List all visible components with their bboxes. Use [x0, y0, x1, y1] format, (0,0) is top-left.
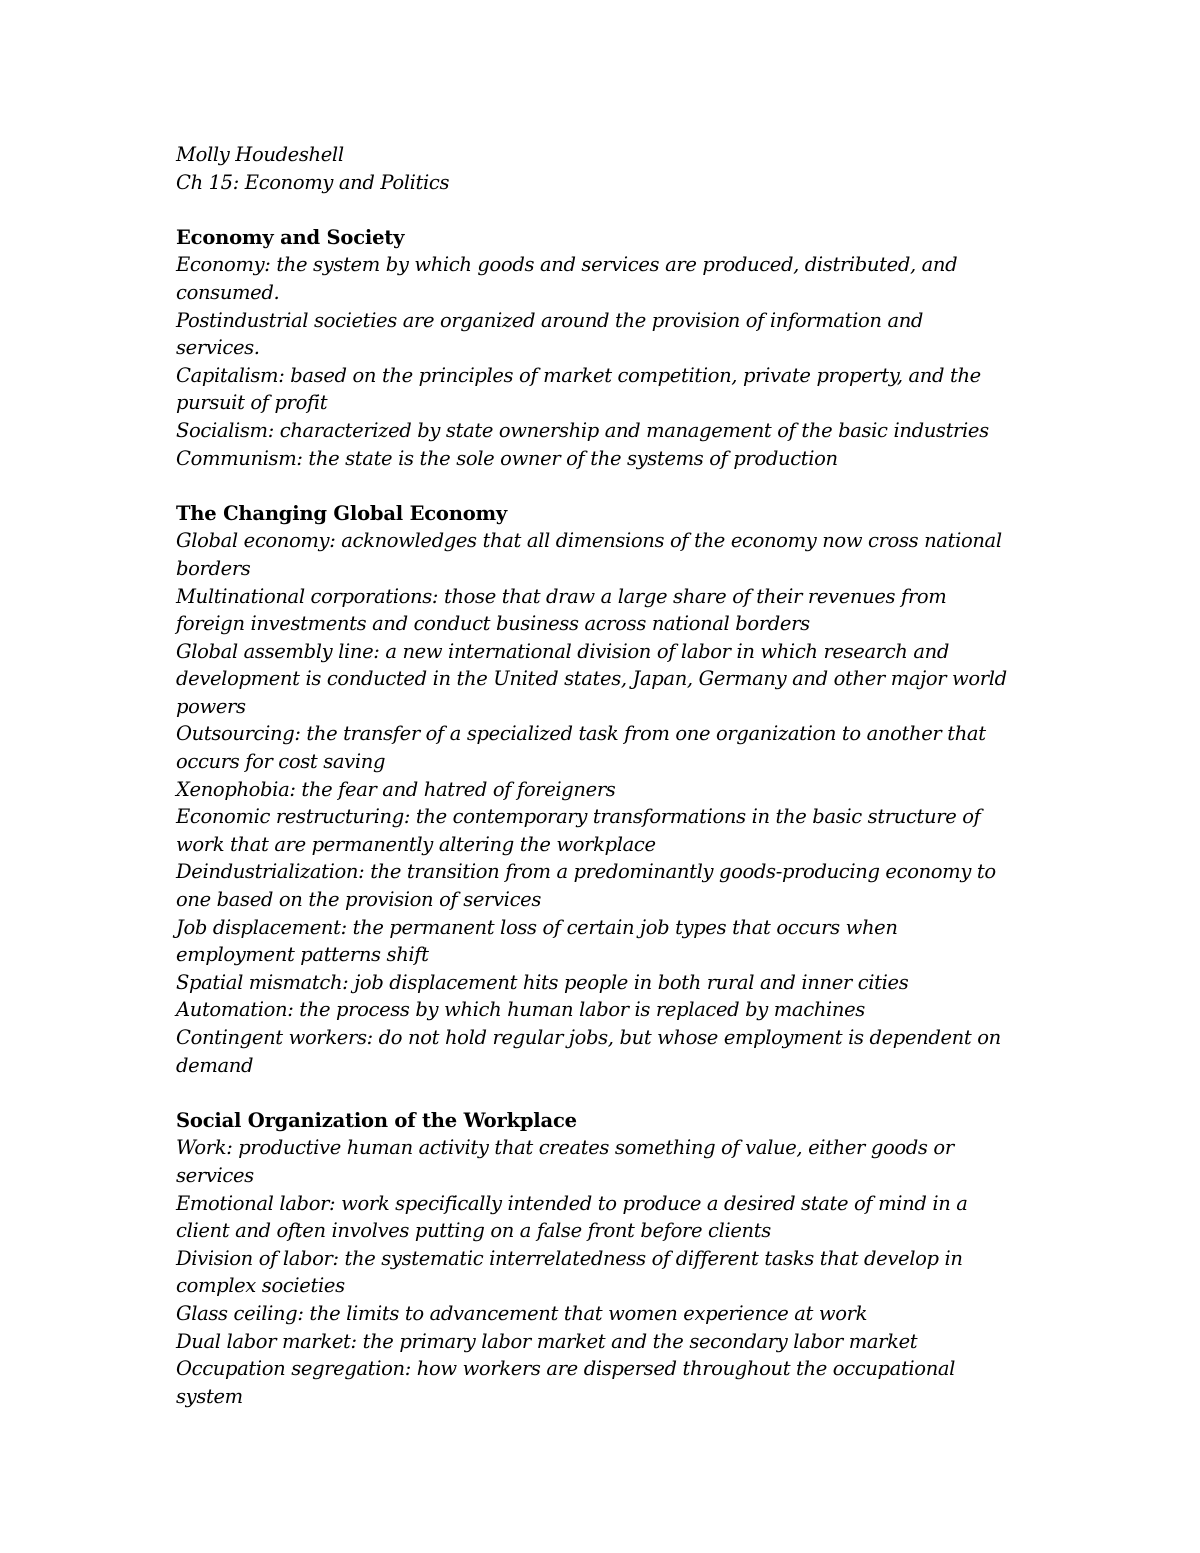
- body-line: Dual labor market: the primary labor market and the secondary labor market: [176, 1329, 918, 1353]
- body-line: Work: productive human activity that creates something of value, either goods or: [176, 1136, 954, 1160]
- body-line: complex societies: [176, 1274, 345, 1298]
- body-line: Outsourcing: the transfer of a specialized task from one organization to another that: [176, 722, 986, 746]
- body-line: one based on the provision of services: [176, 888, 541, 912]
- chapter-title: Ch 15: Economy and Politics: [176, 170, 450, 194]
- body-line: foreign investments and conduct business across national borders: [176, 612, 810, 636]
- body-line: Occupation segregation: how workers are dispersed throughout the occupational: [176, 1357, 956, 1381]
- body-line: consumed.: [176, 280, 280, 304]
- body-line: Job displacement: the permanent loss of certain job types that occurs when: [176, 915, 898, 939]
- body-line: Global assembly line: a new international division of labor in which research and: [176, 639, 949, 663]
- body-line: system: [176, 1384, 243, 1408]
- section-social-organization-of-workplace: [176, 1107, 1036, 1411]
- body-line: development is conducted in the United states, Japan, Germany and other major world: [176, 667, 1007, 691]
- spacer: [176, 196, 1036, 224]
- body-line: powers: [176, 694, 246, 718]
- body-line: work that are permanently altering the workplace: [176, 832, 656, 856]
- body-line: Communism: the state is the sole owner of the systems of production: [176, 446, 838, 470]
- body-line: Economy: the system by which goods and services are produced, distributed, and: [176, 253, 958, 277]
- author-name: Molly Houdeshell: [176, 143, 344, 166]
- spacer: [176, 472, 1036, 500]
- body-line: client and often involves putting on a false front before clients: [176, 1219, 771, 1243]
- body-line: Contingent workers: do not hold regular jobs, but whose employment is dependent on: [176, 1026, 1001, 1049]
- body-line: Emotional labor: work specifically intended to produce a desired state of mind in a: [176, 1191, 968, 1215]
- body-line: occurs for cost saving: [176, 750, 386, 774]
- body-line: Glass ceiling: the limits to advancement that women experience at work: [176, 1301, 868, 1325]
- section-heading: Economy and Society: [176, 225, 405, 249]
- document-page: [176, 141, 1036, 1410]
- body-line: demand: [176, 1053, 254, 1077]
- section-heading: The Changing Global Economy: [176, 501, 508, 525]
- body-line: services.: [176, 336, 260, 360]
- body-line: Deindustrialization: the transition from a predominantly goods-producing economy to: [176, 860, 996, 884]
- body-line: Division of labor: the systematic interrelatedness of different tasks that develop in: [176, 1246, 963, 1270]
- body-line: Xenophobia: the fear and hatred of foreigners: [176, 777, 616, 801]
- body-line: Socialism: characterized by state ownership and management of the basic industries: [176, 418, 989, 442]
- body-line: pursuit of profit: [176, 391, 328, 415]
- body-line: Spatial mismatch: job displacement hits people in both rural and inner cities: [176, 970, 909, 994]
- body-line: Global economy: acknowledges that all dimensions of the economy now cross national: [176, 529, 1002, 553]
- body-line: services: [176, 1163, 254, 1187]
- body-line: borders: [176, 556, 251, 580]
- body-line: Capitalism: based on the principles of market competition, private property, and the: [176, 363, 981, 387]
- spacer: [176, 1079, 1036, 1107]
- body-line: Automation: the process by which human labor is replaced by machines: [176, 998, 865, 1022]
- body-line: Economic restructuring: the contemporary transformations in the basic structure of: [176, 805, 981, 829]
- body-line: Postindustrial societies are organized around the provision of information and: [176, 308, 924, 332]
- section-heading: Social Organization of the Workplace: [176, 1108, 577, 1132]
- body-line: Multinational corporations: those that draw a large share of their revenues from: [176, 584, 947, 608]
- section-changing-global-economy: [176, 500, 1036, 1079]
- section-economy-and-society: [176, 224, 1036, 472]
- body-line: employment patterns shift: [176, 943, 429, 967]
